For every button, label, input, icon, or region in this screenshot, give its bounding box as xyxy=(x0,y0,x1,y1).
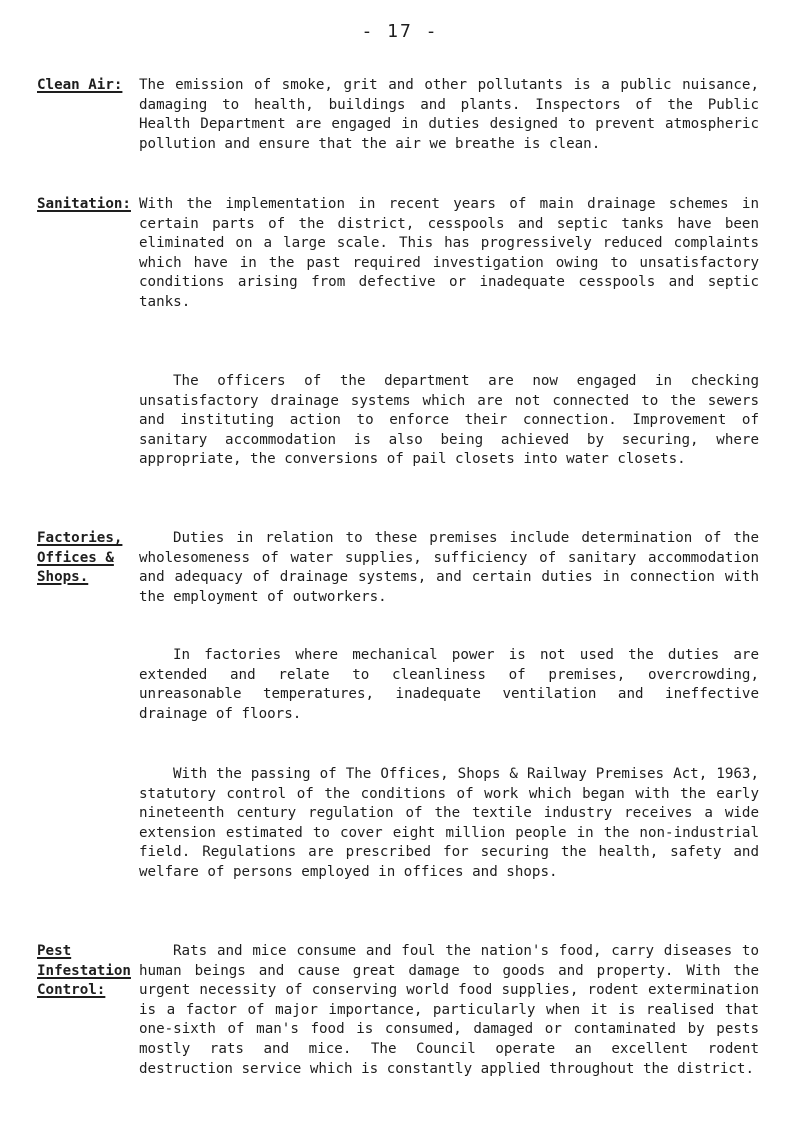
heading-pest-line-2: Infestation xyxy=(37,962,131,979)
heading-factories-line-2: Offices & xyxy=(37,549,114,566)
clean-air-paragraph: The emission of smoke, grit and other pollutants is a public nuisance, damaging to health, buildings and plants. Inspectors of the Public Health Department are engaged in duties designed to prevent atmospheric pollution and ensure that the air we breathe is clean. xyxy=(139,77,759,152)
factories-paragraph-3: With the passing of The Offices, Shops & Railway Premises Act, 1963, statutory control of the conditions of work which began with the early nineteenth century regulation of the textile industry receives a wide extension estimated to cover eight million people in the non-industrial field. Regulations are prescribed for securing the health, safety and welfare of persons employed in offices and shops. xyxy=(139,766,759,880)
heading-factories-line-1: Factories, xyxy=(37,530,123,546)
heading-sanitation-text: Sanitation: xyxy=(37,196,131,212)
heading-pest-line-1: Pest xyxy=(37,943,72,959)
factories-paragraph-2: In factories where mechanical power is not used the duties are extended and relate to cleanliness of premises, overcrowding, unreasonable temperatures, inadequate ventilation and ineffective drainage of floors. xyxy=(139,647,759,722)
pest-control-paragraph: Rats and mice consume and foul the nation's food, carry diseases to human beings and cause great damage to goods and property. With the urgent necessity of conserving world food supplies, rodent extermination is a factor of major importance, particularly when it is realised that one-sixth of man's food is consumed, damaged or contaminated by pests mostly rats and mice. The Council operate an excellent rodent destruction service which is constantly applied throughout the district. xyxy=(139,943,759,1077)
sanitation-paragraph-2: The officers of the department are now engaged in checking unsatisfactory drainage systems which are not connected to the sewers and instituting action to enforce their connection. Improvement of sanitary accommodation is also being achieved by securing, where appropriate, the conversions of pail closets into water closets. xyxy=(139,373,759,468)
factories-paragraph-1: Duties in relation to these premises include determination of the wholesomeness of water supplies, sufficiency of sanitary accommodation and adequacy of drainage systems, and certain duties in connection with the employment of outworkers. xyxy=(139,530,759,605)
page-number: - 17 - xyxy=(361,21,439,42)
sanitation-paragraph-1: With the implementation in recent years of main drainage schemes in certain parts of the district, cesspools and septic tanks have been eliminated on a large scale. This has progressively reduced complaints which have in the past required investigation owing to unsatisfactory conditions arising from defective or inadequate cesspools and septic tanks. xyxy=(139,196,759,310)
heading-pest-line-3: Control: xyxy=(37,982,106,999)
heading-clean-air-text: Clean Air: xyxy=(37,77,123,93)
heading-factories-line-3: Shops. xyxy=(37,569,89,586)
